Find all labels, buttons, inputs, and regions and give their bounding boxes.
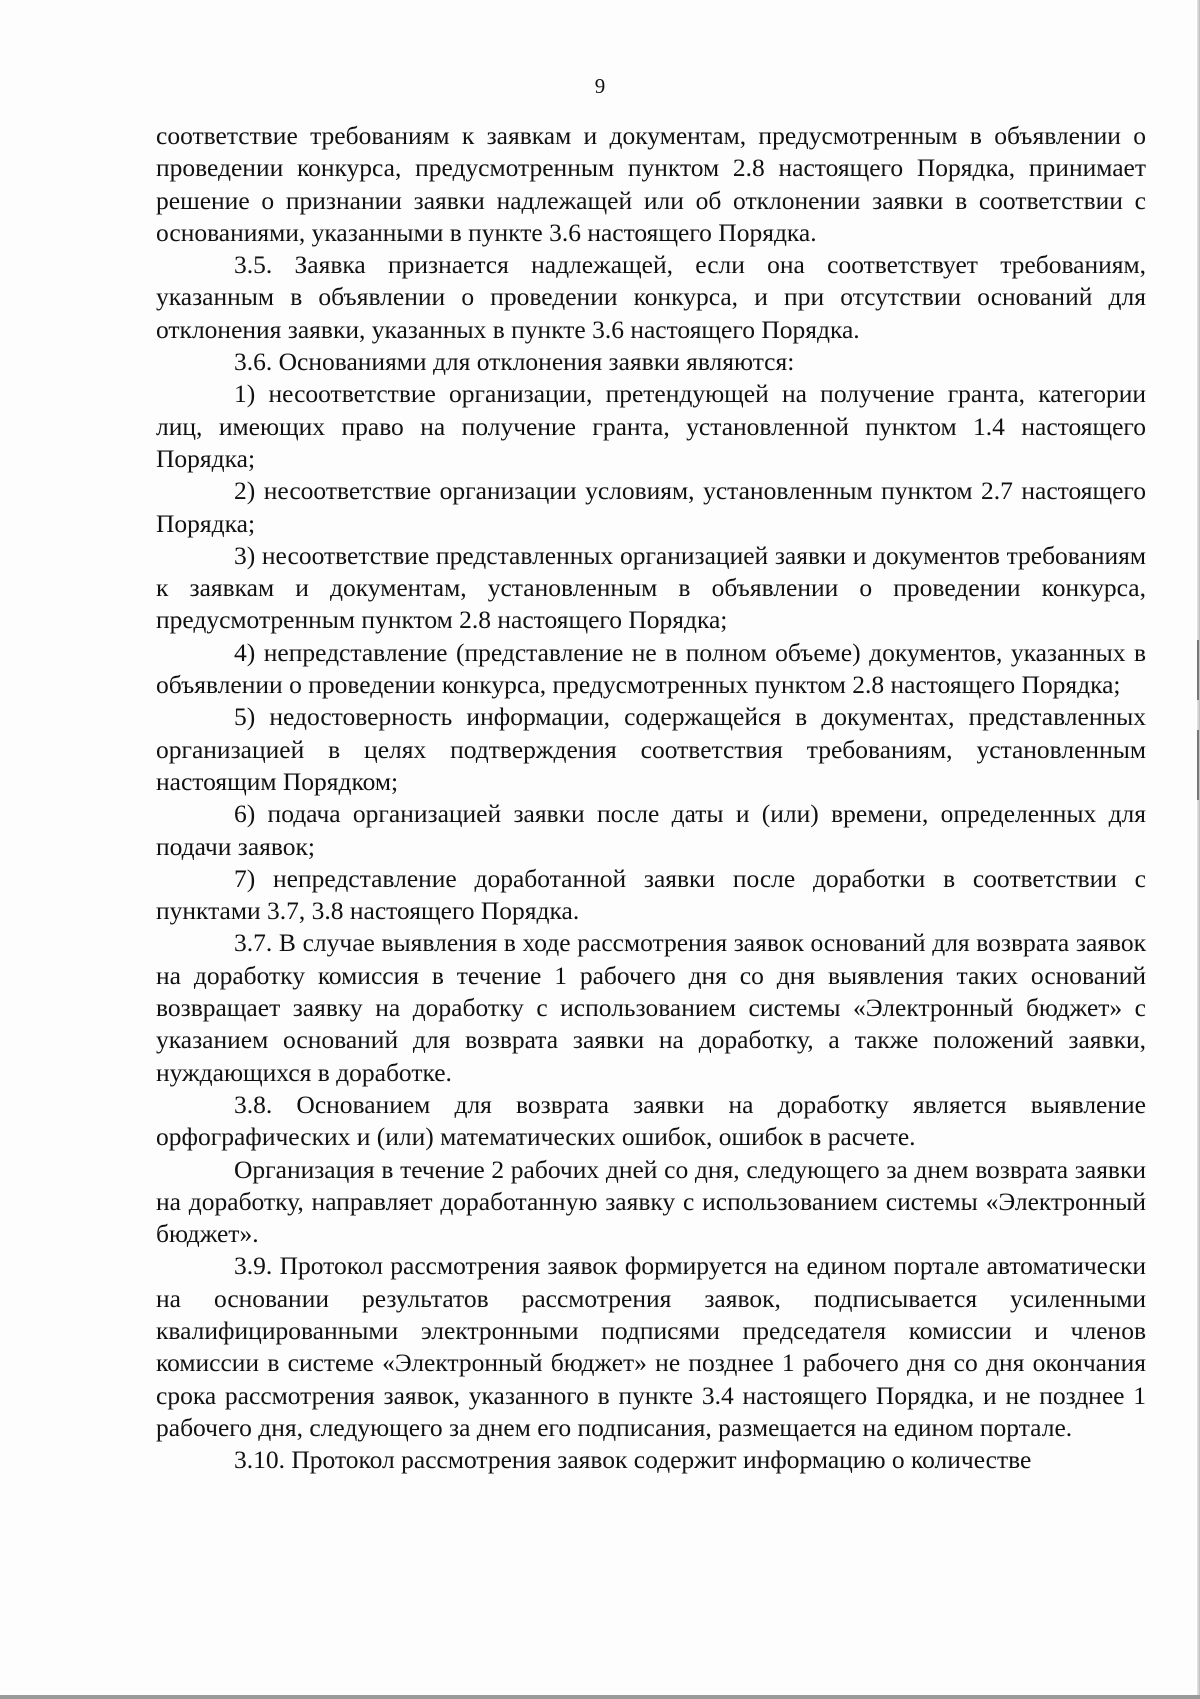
paragraph-continuation: соответствие требованиям к заявкам и документам, предусмотренным в объявлении о проведении конкурса, предусмотренным пунктом 2.8 настоящего Порядка, принимает решение о признании заявки надлежащей или об отклонении заявки в соответствии с основаниями, указанными в пункте 3.6 настоящего Порядка.	[156, 121, 1146, 247]
page-number: 9	[594, 74, 606, 98]
paragraph-p-3-5: 3.5. Заявка признается надлежащей, если она соответствует требованиям, указанным в объявлении о проведении конкурса, и при отсутствии оснований для отклонения заявки, указанных в пункте 3.6 настоящего Порядка.	[156, 250, 1146, 344]
paragraph-p-3-10: 3.10. Протокол рассмотрения заявок содержит информацию о количестве	[234, 1445, 1032, 1475]
paragraph-p-3-8: 3.8. Основанием для возврата заявки на доработку является выявление орфографических и (или) математических ошибок, ошибок в расчете.	[156, 1089, 1146, 1152]
paragraph-item-3: 3) несоответствие представленных организацией заявки и документов требованиям к заявкам и документам, установленным в объявлении о проведении конкурса, предусмотренным пунктом 2.8 настоящего Порядка;	[156, 540, 1146, 635]
scan-mark	[1197, 640, 1199, 700]
paragraph-item-7: 7) непредставление доработанной заявки после доработки в соответствии с пунктами 3.7, 3.8 настоящего Порядка.	[156, 863, 1146, 926]
document-body	[156, 120, 1146, 1476]
paragraph-p-3-8-org: Организация в течение 2 рабочих дней со дня, следующего за днем возврата заявки на доработку, направляет доработанную заявку с использованием системы «Электронный бюджет».	[156, 1154, 1146, 1249]
paragraph-item-4: 4) непредставление (представление не в полном объеме) документов, указанных в объявлении о проведении конкурса, предусмотренных пунктом 2.8 настоящего Порядка;	[156, 637, 1146, 700]
paragraph-p-3-7: 3.7. В случае выявления в ходе рассмотрения заявок оснований для возврата заявок на доработку комиссия в течение 1 рабочего дня со дня выявления таких оснований возвращает заявку на доработку с использованием системы «Электронный бюджет» с указанием оснований для возврата заявки на доработку, а также положений заявки, нуждающихся в доработке.	[156, 928, 1146, 1087]
scan-mark	[1197, 730, 1199, 800]
paragraph-p-3-9: 3.9. Протокол рассмотрения заявок формируется на едином портале автоматически на основании результатов рассмотрения заявок, подписывается усиленными квалифицированными электронными подписями председателя комиссии и членов комиссии в системе «Электронный бюджет» не позднее 1 рабочего дня со дня окончания срока рассмотрения заявок, указанного в пункте 3.4 настоящего Порядка, и не позднее 1 рабочего дня, следующего за днем его подписания, размещается на едином портале.	[156, 1251, 1146, 1442]
paragraph-item-1: 1) несоответствие организации, претендующей на получение гранта, категории лиц, имеющих право на получение гранта, установленной пунктом 1.4 настоящего Порядка;	[156, 379, 1146, 473]
paragraph-item-6: 6) подача организацией заявки после даты и (или) времени, определенных для подачи заявок;	[156, 799, 1146, 861]
paragraph-p-3-6: 3.6. Основаниями для отклонения заявки являются:	[234, 347, 795, 377]
paragraph-item-2: 2) несоответствие организации условиям, установленным пунктом 2.7 настоящего Порядка;	[156, 476, 1146, 538]
paragraph-item-5: 5) недостоверность информации, содержащейся в документах, представленных организацией в целях подтверждения соответствия требованиям, установленным настоящим Порядком;	[156, 702, 1146, 796]
scan-edge-bottom	[0, 1695, 1200, 1699]
